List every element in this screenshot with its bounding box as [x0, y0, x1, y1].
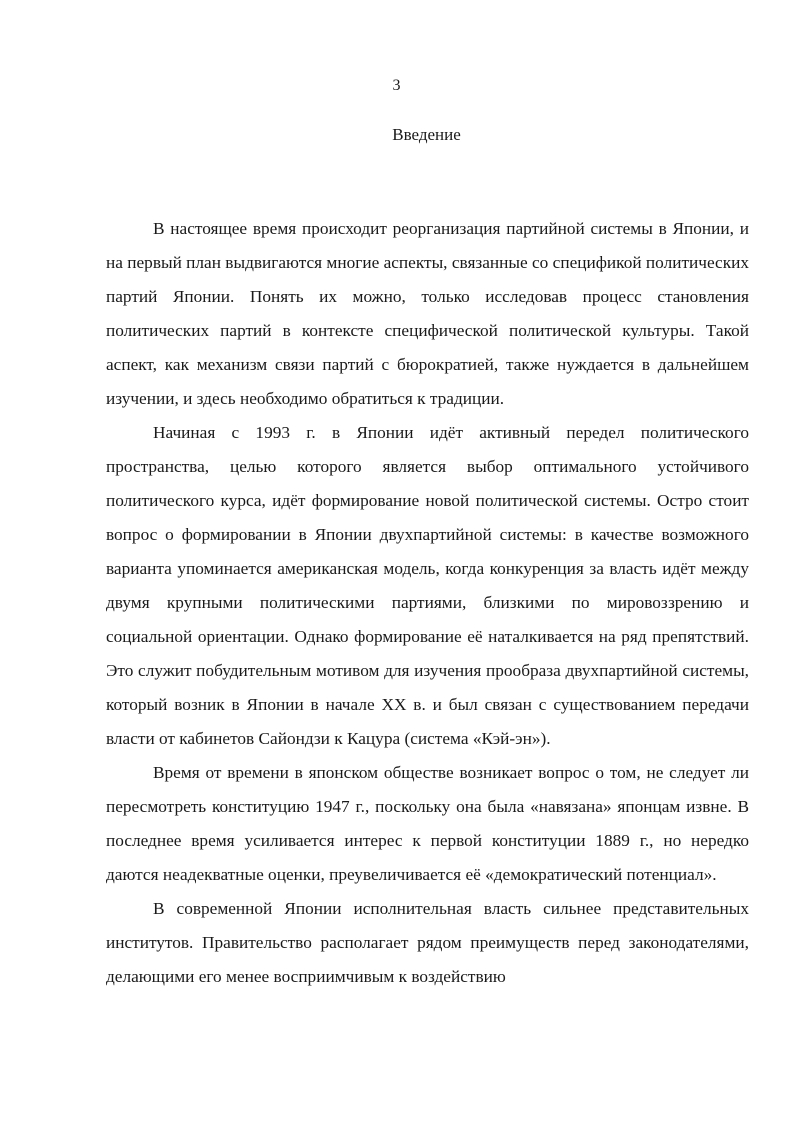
page-number: 3: [392, 77, 401, 94]
paragraph-2: Начиная с 1993 г. в Японии идёт активный передел политического пространства, целью которого является выбор оптимального устойчивого политического курса, идёт формирование новой политической системы. Остро стоит вопрос о формировании в Японии двухпартийной системы: в качестве возможного варианта упоминается американская модель, когда конкуренция за власть идёт между двумя крупными политическими партиями, близкими по мировоззрению и социальной ориентации. Однако формирование её наталкивается на ряд препятствий. Это служит побудительным мотивом для изучения прообраза двухпартийной системы, который возник в Японии в начале XX в. и был связан с существованием передачи власти от кабинетов Сайондзи к Кацура (система «Кэй-эн»).: [106, 423, 749, 748]
paragraph-4: В современной Японии исполнительная власть сильнее представительных институтов. Правительство располагает рядом преимуществ перед законодателями, делающими его менее восприимчивым к воздействию: [106, 899, 749, 986]
body-text: [106, 212, 749, 994]
paragraph-3: Время от времени в японском обществе возникает вопрос о том, не следует ли пересмотреть конституцию 1947 г., поскольку она была «навязана» японцам извне. В последнее время усиливается интерес к первой конституции 1889 г., но нередко даются неадекватные оценки, преувеличивается её «демократический потенциал».: [106, 763, 749, 884]
page-title: Введение: [392, 125, 461, 144]
paragraph-1: В настоящее время происходит реорганизация партийной системы в Японии, и на первый план выдвигаются многие аспекты, связанные со спецификой политических партий Японии. Понять их можно, только исследовав процесс становления политических партий в контексте специфической политической культуры. Такой аспект, как механизм связи партий с бюрократией, также нуждается в дальнейшем изучении, и здесь необходимо обратиться к традиции.: [106, 219, 749, 408]
